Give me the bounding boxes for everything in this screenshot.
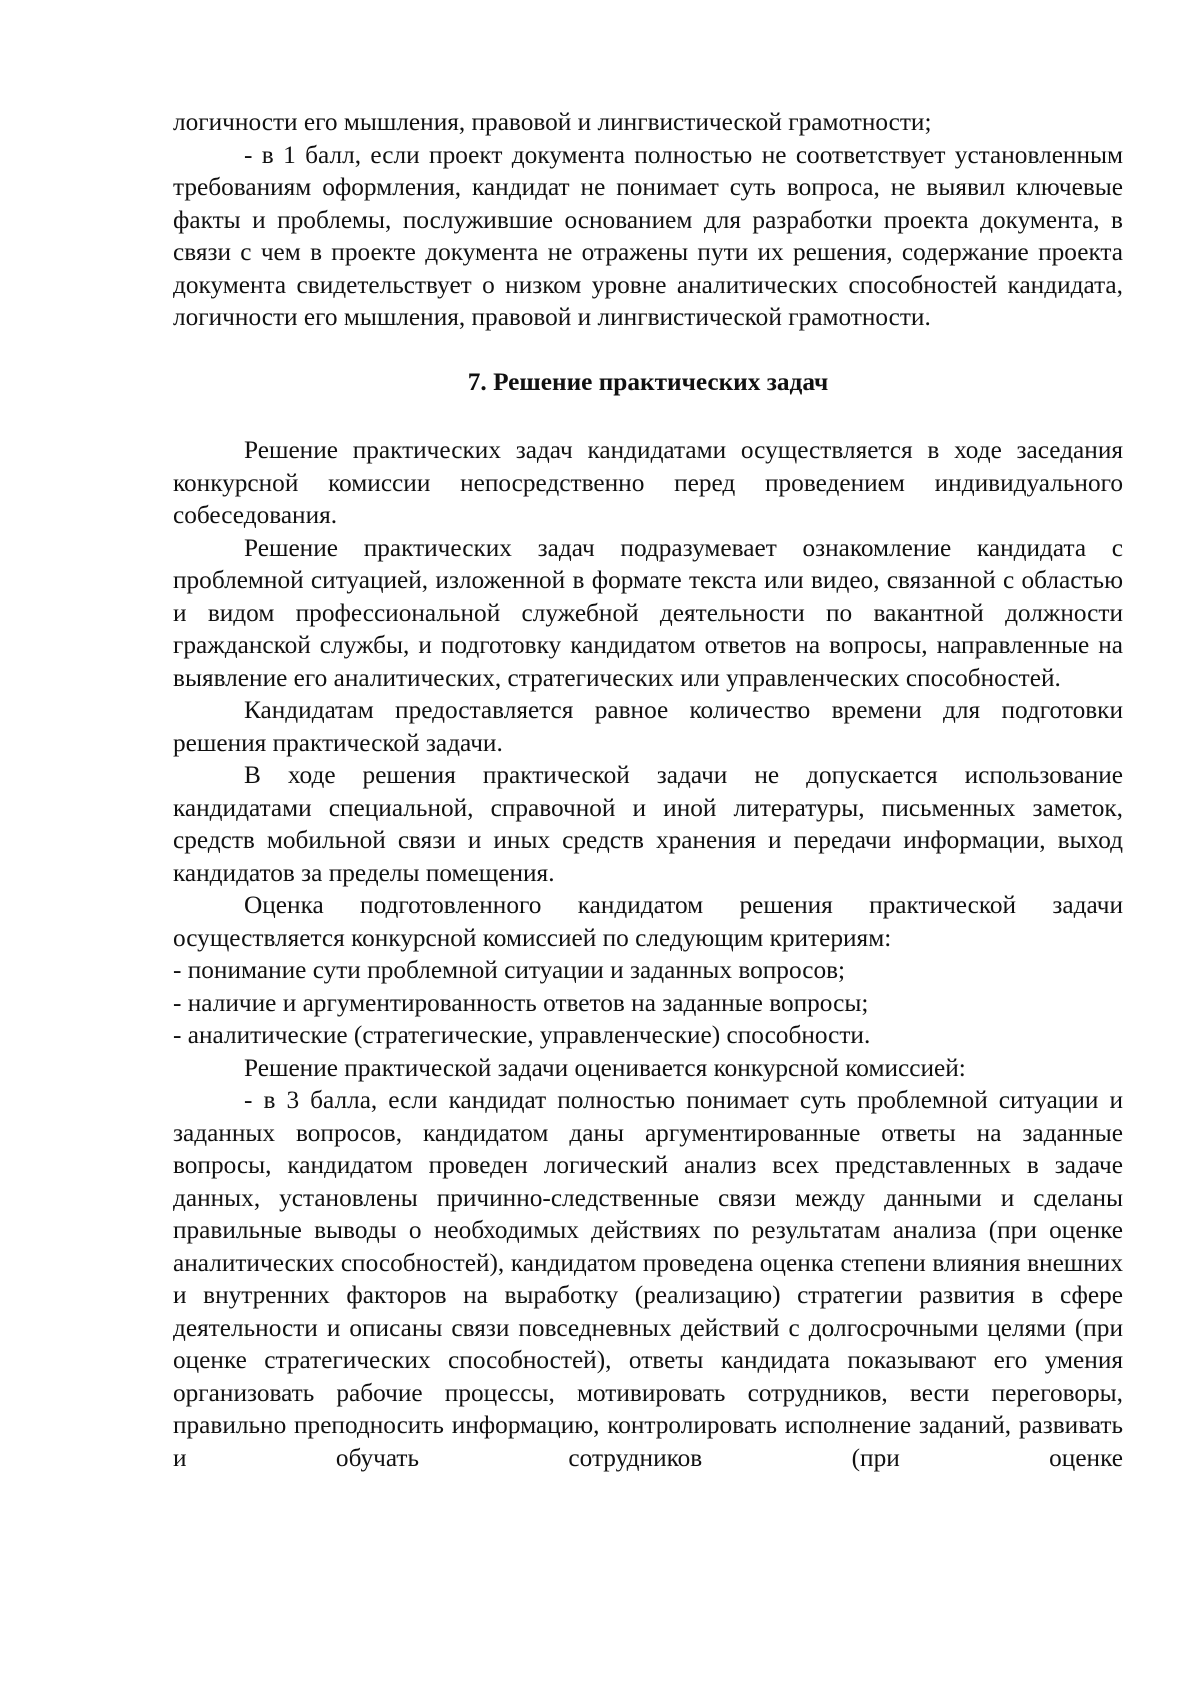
score-1-paragraph: - в 1 балл, если проект документа полностью не соответствует установленным требованиям оформления, кандидат не понимает суть вопроса, не выявил ключевые факты и проблемы, послужившие основанием для разработки проекта документа, в связи с чем в проекте документа не отражены пути их решения, содержание проекта документа свидетельствует о низком уровне аналитических способностей кандидата, логичности его мышления, правовой и лингвистической грамотности. [173,140,1123,331]
body-paragraph: Решение практических задач подразумевает ознакомление кандидата с проблемной ситуацией, изложенной в формате текста или видео, связанной с областью и видом профессиональной служебной деятельности по вакантной должности гражданской службы, и подготовку кандидатом ответов на вопросы, направленные на выявление его аналитических, стратегических или управленческих способностей. [173,533,1123,692]
criteria-item: - понимание сути проблемной ситуации и заданных вопросов; [173,956,846,984]
body-paragraph: Кандидатам предоставляется равное количество времени для подготовки решения практической задачи. [173,696,1123,757]
body-paragraph: Решение практических задач кандидатами осуществляется в ходе заседания конкурсной комиссии непосредственно перед проведением индивидуального собеседования. [173,436,1123,529]
body-paragraph: Оценка подготовленного кандидатом решения практической задачи осуществляется конкурсной комиссией по следующим критериям: [173,891,1123,952]
criteria-item: - наличие и аргументированность ответов на заданные вопросы; [173,988,869,1017]
criteria-item: - аналитические (стратегические, управленческие) способности. [173,1021,871,1049]
continuation-paragraph: логичности его мышления, правовой и лингвистической грамотности; [173,108,932,136]
section-heading: 7. Решение практических задач [467,367,829,396]
document-page [173,106,1123,1474]
evaluation-intro: Решение практической задачи оценивается конкурсной комиссией: [244,1053,966,1082]
score-3-paragraph: - в 3 балла, если кандидат полностью понимает суть проблемной ситуации и заданных вопросов, кандидатом даны аргументированные ответы на заданные вопросы, кандидатом проведен логический анализ всех представленных в задаче данных, установлены причинно-следственные связи между данными и сделаны правильные выводы о необходимых действиях по результатам анализа (при оценке аналитических способностей), кандидатом проведена оценка степени влияния внешних и внутренних факторов на выработку (реализацию) стратегии развития в сфере деятельности и описаны связи повседневных действий с долгосрочными целями (при оценке стратегических способностей), ответы кандидата показывают его умения организовать рабочие процессы, мотивировать сотрудников, вести переговоры, правильно преподносить информацию, контролировать исполнение заданий, развивать и обучать сотрудников (при оценке [173,1086,1123,1472]
body-paragraph: В ходе решения практической задачи не допускается использование кандидатами специальной, справочной и иной литературы, письменных заметок, средств мобильной связи и иных средств хранения и передачи информации, выход кандидатов за пределы помещения. [173,761,1123,887]
